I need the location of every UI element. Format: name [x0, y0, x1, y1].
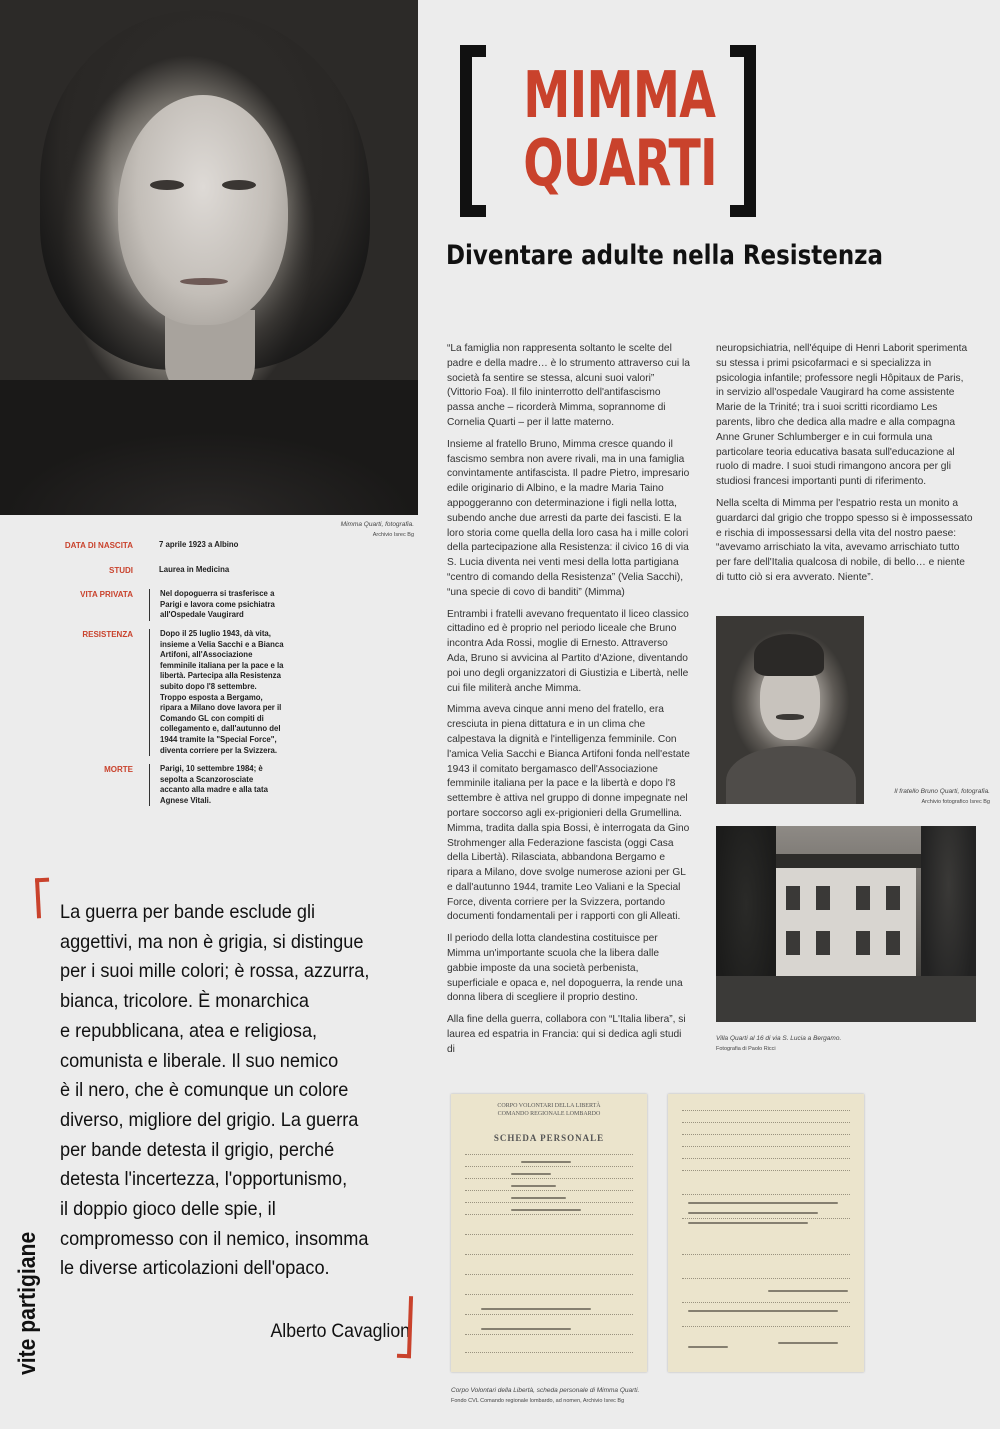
- portrait-eye-left: [150, 180, 184, 190]
- paragraph: Nella scelta di Mimma per l'espatrio resta un monito a guardarci dal grigio che troppo spesso si è impossessato e rischia di impossessarsi della vita del nostro paese: “avevamo arrischiato la vita, avevamo arrischiato tutto per fare dell'Italia qualcosa di nobile, di bello… e niente di tutto ciò si era avverato. Niente”.: [716, 497, 973, 583]
- body-column-2: [716, 342, 974, 593]
- doc-field-line: [682, 1170, 850, 1171]
- page-title: [523, 59, 717, 201]
- paragraph: neuropsichiatria, nell'équipe di Henri Laborit sperimenta su stessa i primi psicofarmaci e si specializza in psicologia infantile; professore negli Hôpitaux de Paris, in servizio all'ospedale Vaugirard ha come assistente Marie de la Trinité; tra i suoi scritti ricordiamo Les parents, libro che dedica alla madre e alla compagna Anne Gruner Schlumberger e in cui formula una particolare teoria educativa basata sull'educazione al ruolo di madre. I suoi studi rimangono ancora per gli studiosi francesi importanti punti di riferimento.: [716, 343, 968, 488]
- fact-value: Laurea in Medicina: [159, 564, 230, 574]
- fact-label: VITA PRIVATA: [80, 590, 133, 600]
- portrait-caption-source: Archivio Isrec Bg: [372, 532, 414, 538]
- doc-handwriting: [688, 1222, 808, 1224]
- doc-field-line: [682, 1122, 850, 1123]
- fact-label: STUDI: [109, 565, 133, 575]
- villa-caption: [716, 1034, 841, 1054]
- documents-caption-text: Corpo Volontari della Libertà, scheda personale di Mimma Quarti.: [451, 1387, 640, 1394]
- villa-wall: [716, 976, 976, 1022]
- fact-label: MORTE: [104, 765, 133, 775]
- villa-photo: [716, 826, 976, 1022]
- villa-caption-source: Fotografia di Paolo Ricci: [716, 1046, 776, 1052]
- series-label: vite partigiane: [14, 1231, 41, 1375]
- doc-field-line: [465, 1214, 633, 1215]
- doc-field-line: [465, 1202, 633, 1203]
- fact-value: Dopo il 25 luglio 1943, dà vita, insieme a Velia Sacchi e a Bianca Artifoni, all'Associazione femminile italiana per la pace e la libertà. Partecipa alla Resistenza subito dopo l'8 settembre. Troppo esposta a Bergamo, ripara a Milano dove lavora per il Comando GL con compiti di collegamento e, dall'autunno del 1944 tramite la "Special Force", diventa corriere per la Svizzera.: [149, 629, 284, 756]
- fact-row-birth: [55, 540, 415, 551]
- bruno-caption-source: Archivio fotografico Isrec Bg: [921, 799, 990, 805]
- doc-field-line: [682, 1254, 850, 1255]
- villa-caption-text: Villa Quarti al 16 di via S. Lucia a Bergamo.: [716, 1035, 842, 1042]
- quote-bracket-bottom: [397, 1296, 413, 1358]
- villa-window: [786, 931, 800, 955]
- doc-handwriting: [768, 1290, 848, 1292]
- doc-field-line: [682, 1278, 850, 1279]
- title-line-1: MIMMA: [523, 59, 716, 133]
- bruno-moustache: [776, 714, 804, 720]
- doc-field-line: [682, 1134, 850, 1135]
- doc-handwriting: [511, 1173, 551, 1175]
- doc-handwriting: [511, 1197, 566, 1199]
- villa-window: [886, 886, 900, 910]
- doc-handwriting: [511, 1185, 556, 1187]
- doc-handwriting: [511, 1209, 581, 1211]
- bruno-body: [726, 746, 856, 804]
- bruno-caption-text: Il fratello Bruno Quarti, fotografia.: [894, 788, 990, 795]
- bruno-caption: [870, 787, 990, 807]
- doc-field-line: [465, 1314, 633, 1315]
- doc-field-line: [682, 1158, 850, 1159]
- portrait-caption-text: Mimma Quarti, fotografia.: [340, 521, 414, 528]
- pull-quote: La guerra per bande esclude gli aggettivi, ma non è grigia, si distingue per i suoi mille colori; è rossa, azzurra, bianca, tricolore. È monarchica e repubblicana, atea e religiosa, comunista e liberale. Il suo nemico è il nero, che è comunque un colore diverso, migliore del grigio. La guerra per bande detesta il grigio, perché detesta l'incertezza, l'opportunismo, il doppio gioco delle spie, il compromesso con il nemico, insomma le diverse articolazioni dell'opaco.: [60, 901, 370, 1280]
- portrait-mouth: [180, 278, 228, 285]
- doc-field-line: [465, 1234, 633, 1235]
- villa-window: [816, 931, 830, 955]
- doc-field-line: [682, 1110, 850, 1111]
- biography-facts: [55, 540, 415, 814]
- doc-handwriting: [521, 1161, 571, 1163]
- paragraph: “La famiglia non rappresenta soltanto le scelte del padre e della madre… è lo strumento attraverso cui la società fa sentire se stessa, alcuni suoi valori” (Vittorio Foa). Il filo ininterrotto dell'antifascismo passa anche – ricorderà Mimma, soprannome di Cornelia Quarti – per il latte materno.: [447, 343, 690, 428]
- page-subtitle: Diventare adulte nella Resistenza: [446, 240, 884, 271]
- title-bracket-left: [460, 45, 486, 217]
- quote-bracket-top: [35, 878, 51, 919]
- fact-label: DATA DI NASCITA: [64, 541, 133, 550]
- paragraph: Alla fine della guerra, collabora con “L'Italia libera”, si laurea ed espatria in Francia: qui si dedica agli studi di: [447, 1014, 686, 1055]
- villa-house: [766, 864, 916, 982]
- doc-handwriting: [481, 1328, 571, 1330]
- doc-field-line: [682, 1218, 850, 1219]
- doc-subheader: COMANDO REGIONALE LOMBARDO: [497, 1111, 601, 1117]
- doc-field-line: [682, 1326, 850, 1327]
- paragraph: Il periodo della lotta clandestina costituisce per Mimma un'importante scuola che la libera dalle gabbie imposte da una società perbenista, superficiale e opaca e, nel dopoguerra, la rende una donna libera di scegliere il proprio destino.: [447, 933, 683, 1004]
- villa-window: [856, 931, 870, 955]
- doc-field-line: [465, 1190, 633, 1191]
- villa-window: [856, 886, 870, 910]
- title-line-2: QUARTI: [523, 127, 717, 201]
- portrait-eye-right: [222, 180, 256, 190]
- fact-row-private-life: [55, 589, 415, 621]
- villa-window: [816, 886, 830, 910]
- doc-field-line: [465, 1166, 633, 1167]
- fact-row-death: [55, 764, 415, 806]
- doc-field-line: [465, 1154, 633, 1155]
- doc-handwriting: [481, 1308, 591, 1310]
- doc-form-title: SCHEDA PERSONALE: [493, 1133, 605, 1143]
- body-column-1: [447, 342, 690, 1065]
- quote-author: Alberto Cavaglion: [270, 1321, 410, 1342]
- doc-signature: [688, 1346, 728, 1348]
- documents-caption-source: Fondo CVL Comando regionale lombardo, ad nomen, Archivio Isrec Bg: [451, 1398, 625, 1404]
- doc-field-line: [682, 1194, 850, 1195]
- portrait-face: [118, 95, 288, 325]
- bruno-photo: [716, 616, 864, 804]
- personal-record-back: [668, 1094, 864, 1372]
- villa-window: [886, 931, 900, 955]
- fact-row-studies: [55, 565, 415, 576]
- doc-field-line: [465, 1178, 633, 1179]
- doc-field-line: [465, 1294, 633, 1295]
- paragraph: Mimma aveva cinque anni meno del fratello, era cresciuta in piena dittatura e in un clima che calpestava la dignità e l'intelligenza femminile. Con l'amica Velia Sacchi e Bianca Artifoni fonda nell'estate 1943 il comitato bergamasco dell'Associazione femminile italiana per la pace e la libertà e dopo l'8 settembre è attiva nel gruppo di donne impegnate nel portare soccorso agli ex-prigionieri della Grumellina. Mimma, tradita dalla spia Bossi, è interrogata da Gino Strohmenger alla Federazione fascista (oggi Casa della Libertà). Rilasciata, abbandona Bergamo e ripara a Milano, dove svolge numerose azioni per GL e dall'autunno 1944, tramite Leo Valiani e la Special Force, diventa corriere per la Svizzera, portando documenti fondamentali per i rapporti con gli Alleati.: [447, 704, 690, 923]
- doc-header: CORPO VOLONTARI DELLA LIBERTÀ: [497, 1103, 601, 1109]
- villa-window: [786, 886, 800, 910]
- fact-value: Nel dopoguerra si trasferisce a Parigi e lavora come psichiatra all'Ospedale Vaugirard: [149, 589, 284, 621]
- doc-field-line: [465, 1254, 633, 1255]
- fact-row-resistance: [55, 629, 415, 756]
- portrait-photo: [0, 0, 418, 515]
- portrait-sweater: [0, 380, 418, 515]
- paragraph: Insieme al fratello Bruno, Mimma cresce quando il fascismo sembra non avere rivali, ma in una famiglia convintamente antifascista. Il padre Pietro, impresario edile originario di Albino, e la madre Maria Taino appoggeranno con determinazione i figli nella lotta, subendo anche due arresti da parte dei fascisti. E la loro storia come quella della loro casa ha i mille colori della partecipazione alla Resistenza: il civico 16 di via S. Lucia diventa nei venti mesi della lotta partigiana “centro di comando della Resistenza” (Velia Sacchi), “una specie di covo di banditi” (Mimma): [447, 438, 690, 598]
- fact-value: 7 aprile 1923 a Albino: [159, 540, 239, 549]
- doc-field-line: [682, 1302, 850, 1303]
- fact-label: RESISTENZA: [82, 629, 133, 639]
- villa-roof: [756, 854, 926, 868]
- personal-record-front: [451, 1094, 647, 1372]
- doc-handwriting: [688, 1202, 838, 1204]
- doc-field-line: [465, 1352, 633, 1353]
- documents-caption: [451, 1386, 639, 1406]
- title-bracket-right: [730, 45, 756, 217]
- doc-signature: [778, 1342, 838, 1344]
- doc-field-line: [682, 1146, 850, 1147]
- bruno-hair: [754, 634, 824, 676]
- paragraph: Entrambi i fratelli avevano frequentato il liceo classico cittadino ed è proprio nel periodo liceale che Bruno incontra Ada Rossi, moglie di Ernesto. Attraverso Ada, Bruno si avvicina al Partito d'Azione, diventando poi uno degli organizzatori di Giustizia e Libertà, nelle cui file militerà anche Mimma.: [447, 608, 689, 694]
- doc-handwriting: [688, 1212, 818, 1214]
- doc-handwriting: [688, 1310, 838, 1312]
- doc-field-line: [465, 1334, 633, 1335]
- doc-field-line: [465, 1274, 633, 1275]
- portrait-caption: [341, 520, 414, 540]
- fact-value: Parigi, 10 settembre 1984; è sepolta a Scanzorosciate accanto alla madre e alla tata Agnese Vitali.: [149, 764, 284, 806]
